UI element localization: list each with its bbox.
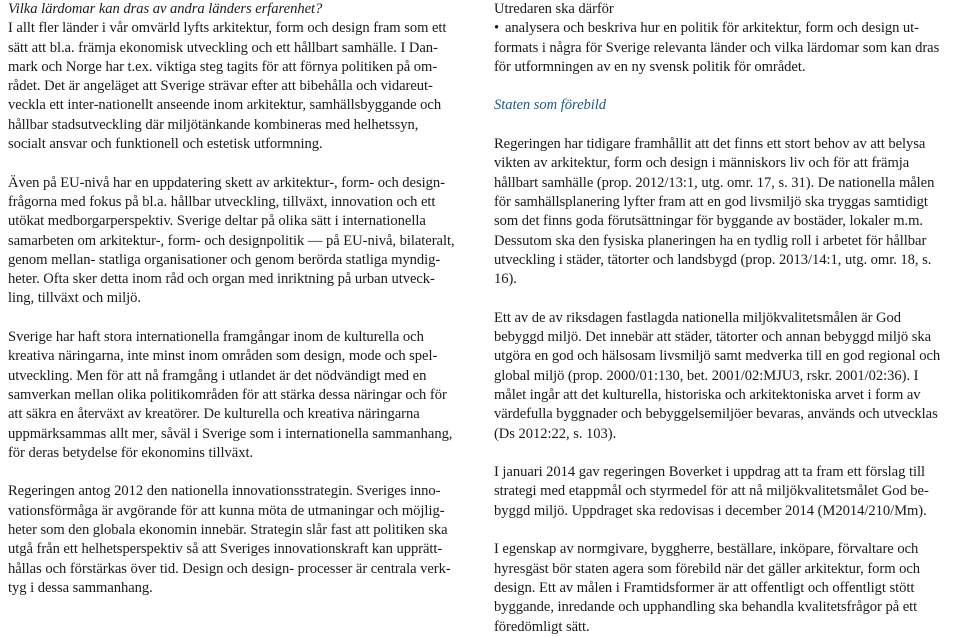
text-line: rådet. Det är angeläget att Sverige strävar efter att bibehålla och vidareut-: [8, 78, 433, 95]
left-body-text: [8, 19, 455, 598]
text-line: uppmärksammas allt mer, såväl i Sverige som i internationella sammanhang,: [8, 425, 453, 442]
text-line: heter som den globala ekonomin innebär. Strategin slår fast att politiken ska: [8, 522, 448, 539]
text-line: I januari 2014 gav regeringen Boverket i uppdrag att ta fram ett förslag till: [494, 464, 925, 481]
text-line: för samhällsplanering lyfter fram att en god livsmiljö ska tryggas samtidigt: [494, 193, 928, 210]
text-line: utgå från ett helhetsperspektiv så att Sveriges innovationskraft kan upprätt-: [8, 541, 443, 558]
text-line: utveckling. Men för att nå framgång i utlandet är det nödvändigt med en: [8, 367, 427, 384]
paragraph-gap: [8, 309, 455, 328]
text-line: värdefulla byggnader och bebyggelsemiljöer bevaras, används och utvecklas: [494, 406, 938, 423]
text-line: att säkra en återväxt av kreatörer. De kulturella och kreativa näringarna: [8, 406, 420, 423]
spacer: [494, 77, 956, 96]
text-line: mark och Norge har t.ex. viktiga steg tagits för att förnya politiken på om-: [8, 58, 438, 75]
bullet-list: [494, 19, 956, 77]
text-line: vikten av arkitektur, form och design i människors liv och för att främja: [494, 155, 910, 172]
text-line: design. Ett av målen i Framtidsformer är att offentligt och offentligt stött: [494, 579, 915, 596]
text-line: målet ingår att det kulturella, historiska och arkitektoniska arvet i form av: [494, 386, 921, 403]
paragraph-gap: [8, 463, 455, 482]
text-line: för deras betydelse för ekonomins tillväxt.: [8, 444, 254, 461]
paragraph-gap: [494, 444, 956, 463]
text-line: vationsförmåga är avgörande för att kunna möta de utmaningar och möjlig-: [8, 502, 445, 519]
text-line: (Ds 2012:22, s. 103).: [494, 425, 617, 442]
text-line: samarbeten om arkitektur-, form- och designpolitik — på EU-nivå, bilateralt,: [8, 232, 455, 249]
text-line: Regeringen antog 2012 den nationella innovationsstrategin. Sveriges inno-: [8, 483, 441, 500]
text-line: kreativa näringarna, inte minst inom områden som design, mode och spel-: [8, 348, 438, 365]
bullet-icon: •: [494, 20, 500, 37]
text-line: strategi med etappmål och styrmedel för att nå miljökvalitetsmålet God be-: [494, 483, 929, 500]
text-line: Sverige har haft stora internationella framgångar inom de kulturella och: [8, 329, 424, 346]
bullet-text: analysera och beskriva hur en politik för arkitektur, form och design ut-: [505, 20, 919, 37]
text-line: byggd miljö. Uppdraget ska redovisas i december 2014 (M2014/210/Mm).: [494, 502, 927, 519]
text-line: global miljö (prop. 2000/01:130, bet. 2001/02:MJU3, rskr. 2001/02:36). I: [494, 367, 919, 384]
paragraph-gap: [494, 289, 956, 308]
paragraph-gap: [494, 521, 956, 540]
text-line: frågorna med fokus på bl.a. hållbar utveckling, tillväxt, innovation och ett: [8, 193, 436, 210]
text-line: sätt att bl.a. främja ekonomisk utveckling och ett hållbart samhälle. I Dan-: [8, 39, 438, 56]
text-line: samverkan mellan olika politikområden för att stärka dessa näringar och för: [8, 386, 447, 403]
text-line: Även på EU-nivå har en uppdatering skett av arkitektur-, form- och design-: [8, 174, 445, 191]
text-line: 16).: [494, 271, 517, 288]
text-line: byggande, inredande och upphandling ska behandla kvalitetsfrågor på ett: [494, 599, 918, 616]
text-line: hållas och förstärkas över tid. Design och design- processer är centrala verk-: [8, 560, 451, 577]
spacer: [494, 116, 956, 135]
text-line: ling, tillväxt och miljö.: [8, 290, 141, 307]
text-line: hållbar stadsutveckling där miljötänkande kombineras med helhetssyn,: [8, 116, 419, 133]
text-line: veckla ett inter-nationellt anseende inom arkitektur, samhällsbyggande och: [8, 97, 442, 114]
left-column: [8, 0, 455, 598]
text-line: I egenskap av normgivare, byggherre, beställare, inköpare, förvaltare och: [494, 541, 919, 558]
text-line: hyresgäst bör staten agera som förebild när det gäller arkitektur, form och: [494, 560, 921, 577]
right-body-text: [494, 135, 956, 637]
bullet-item: [494, 19, 956, 38]
text-line: genom mellan- statliga organisationer och genom berörda statliga myndig-: [8, 251, 441, 268]
text-line: föredömligt sätt.: [494, 618, 590, 635]
paragraph-gap: [8, 154, 455, 173]
text-line: bebyggd miljö. Det innebär att städer, tätorter och annan bebyggd miljö ska: [494, 329, 932, 346]
text-line: tyg i dessa sammanhang.: [8, 579, 153, 596]
text-line: socialt ansvar och funktionell och estetisk utformning.: [8, 136, 323, 153]
bullet-continuation-line: formats i några för Sverige relevanta länder och vilka lärdomar som kan dras: [494, 39, 940, 56]
left-section-heading: Vilka lärdomar kan dras av andra länders erfarenhet?: [8, 1, 323, 17]
text-line: utgöra en god och hälsosam livsmiljö samt medverka till en god regional och: [494, 348, 941, 365]
text-line: heter. Ofta sker detta inom råd och organ med inriktning på urban utveck-: [8, 271, 435, 288]
right-section-heading: Staten som förebild: [494, 97, 607, 114]
text-line: I allt fler länder i vår omvärld lyfts arkitektur, form och design fram som ett: [8, 20, 447, 37]
right-column: [494, 0, 956, 637]
text-line: hållbart samhälle (prop. 2012/13:1, utg. omr. 17, s. 31). De nationella målen: [494, 174, 935, 191]
right-intro-text: Utredaren ska därför: [494, 1, 614, 17]
text-line: som det finns goda förutsättningar för byggande av bostäder, lokaler m.m.: [494, 213, 924, 230]
text-line: Ett av de av riksdagen fastlagda nationella miljökvalitetsmålen är God: [494, 309, 902, 326]
text-line: Dessutom ska den fysiska planeringen ha en tydlig roll i arbetet för hållbar: [494, 232, 927, 249]
text-line: Regeringen har tidigare framhållit att det finns ett stort behov av att belysa: [494, 136, 926, 153]
bullet-continuation-line: för utformningen av en ny svensk politik för området.: [494, 58, 806, 75]
text-line: utökat medborgarperspektiv. Sverige deltar på olika sätt i internationella: [8, 213, 426, 230]
text-line: utveckling i städer, tätorter och landsbygd (prop. 2013/14:1, utg. omr. 18, s.: [494, 251, 932, 268]
